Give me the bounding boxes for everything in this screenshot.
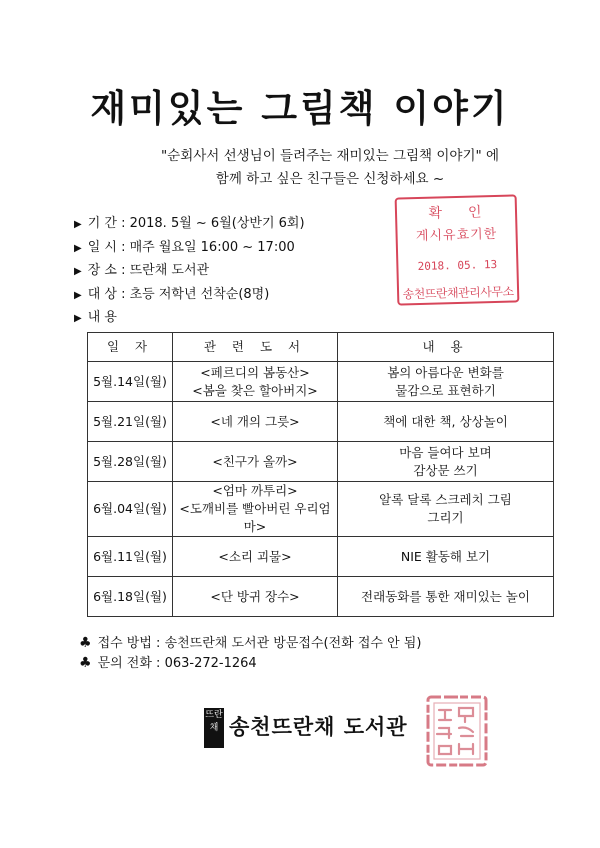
row-book-line: <친구가 올까>	[212, 453, 298, 469]
stamp-office: 송천뜨란채관리사무소	[402, 284, 514, 302]
stamp-posting-period: 게시유효기한	[415, 226, 498, 245]
info-time-text: 일 시 : 매주 월요일 16:00 ~ 17:00	[87, 239, 295, 255]
triangle-bullet-icon: ▶	[74, 266, 82, 277]
row-content-line: 책에 대한 책, 상상놀이	[383, 413, 508, 429]
contact-method-text: 접수 방법 : 송천뜨란채 도서관 방문접수(전화 접수 안 됨)	[97, 636, 422, 651]
table-header-row	[88, 333, 554, 362]
header-date: 일 자	[88, 333, 173, 362]
info-list	[74, 212, 305, 330]
subtitle-line-2: 함께 하고 싶은 친구들은 신청하세요 ~	[215, 171, 445, 187]
row-book-line: <페르디의 봄동산>	[200, 364, 310, 380]
table-row	[88, 442, 554, 482]
row-content	[338, 442, 554, 482]
contact-info	[79, 633, 421, 673]
row-book	[173, 537, 338, 577]
header-content: 내 용	[338, 333, 554, 362]
approval-stamp	[395, 194, 520, 305]
table-row	[88, 402, 554, 442]
page-title: 재미있는 그림책 이야기	[90, 87, 510, 130]
row-date: 6월.04일(월)	[88, 482, 173, 537]
row-content-line: 물감으로 표현하기	[395, 382, 496, 398]
triangle-bullet-icon: ▶	[74, 289, 82, 301]
row-content-line: 그리기	[427, 510, 464, 525]
row-book	[173, 362, 338, 402]
row-book-line: <엄마 까투리>	[212, 483, 298, 498]
header-book: 관 련 도 서	[173, 333, 338, 362]
official-seal-icon	[425, 694, 489, 768]
contact-phone-text: 문의 전화 : 063-272-1264	[97, 656, 257, 671]
info-time	[74, 236, 305, 260]
row-book-line: <네 개의 그릇>	[210, 413, 300, 429]
table-row	[88, 362, 554, 402]
row-book-line: <단 방귀 장수>	[210, 588, 300, 604]
triangle-bullet-icon: ▶	[74, 242, 82, 254]
subtitle	[100, 145, 560, 191]
row-content	[338, 402, 554, 442]
info-place-text: 장 소 : 뜨란채 도서관	[87, 263, 210, 278]
library-name: 송천뜨란채 도서관	[229, 715, 408, 739]
row-content	[338, 362, 554, 402]
info-target	[74, 283, 305, 307]
table-row	[88, 482, 554, 537]
table-row	[88, 577, 554, 617]
schedule-table	[87, 332, 554, 617]
row-content	[338, 537, 554, 577]
row-book-line: <소리 괴물>	[218, 548, 292, 564]
info-place	[74, 259, 305, 283]
row-book	[173, 577, 338, 617]
row-date: 6월.18일(월)	[88, 577, 173, 617]
row-book-line: <봄을 찾은 할아버지>	[192, 382, 318, 398]
row-content-line: 알록 달록 스크레치 그림	[379, 492, 512, 507]
library-logo: 뜨란채	[204, 708, 224, 748]
row-content-line: 감상문 쓰기	[413, 462, 478, 478]
stamp-date: 2018. 05. 13	[417, 257, 498, 274]
row-content-line: 봄의 아름다운 변화를	[387, 364, 504, 380]
triangle-bullet-icon: ▶	[74, 313, 82, 324]
contact-method	[79, 633, 421, 653]
row-date: 6월.11일(월)	[88, 537, 173, 577]
contact-phone	[79, 653, 421, 673]
row-content-line: 마음 들여다 보며	[399, 444, 492, 460]
row-date: 5월.28일(월)	[88, 442, 173, 482]
row-date: 5월.21일(월)	[88, 402, 173, 442]
info-period-text: 기 간 : 2018. 5월 ~ 6월(상반기 6회)	[87, 216, 305, 231]
info-content	[74, 306, 305, 330]
info-content-text: 내 용	[87, 310, 117, 325]
subtitle-line-1: "순회사서 선생님이 들려주는 재미있는 그림책 이야기" 에	[160, 148, 500, 164]
club-bullet-icon: ♣	[79, 655, 92, 671]
info-target-text: 대 상 : 초등 저학년 선착순(8명)	[87, 286, 270, 302]
row-content-line: 전래동화를 통한 재미있는 놀이	[361, 588, 530, 604]
row-date: 5월.14일(월)	[88, 362, 173, 402]
row-content	[338, 482, 554, 537]
row-content-line: NIE 활동해 보기	[400, 548, 491, 564]
row-book	[173, 402, 338, 442]
row-book-line: <도깨비를 빨아버린 우리엄마>	[179, 501, 331, 534]
triangle-bullet-icon: ▶	[74, 219, 82, 230]
stamp-confirm-a: 확	[428, 205, 445, 222]
info-period	[74, 212, 305, 236]
stamp-confirm-b: 인	[467, 204, 484, 221]
row-book	[173, 442, 338, 482]
row-book	[173, 482, 338, 537]
stamp-confirm	[397, 200, 515, 223]
club-bullet-icon: ♣	[79, 635, 92, 651]
table-row	[88, 537, 554, 577]
row-content	[338, 577, 554, 617]
